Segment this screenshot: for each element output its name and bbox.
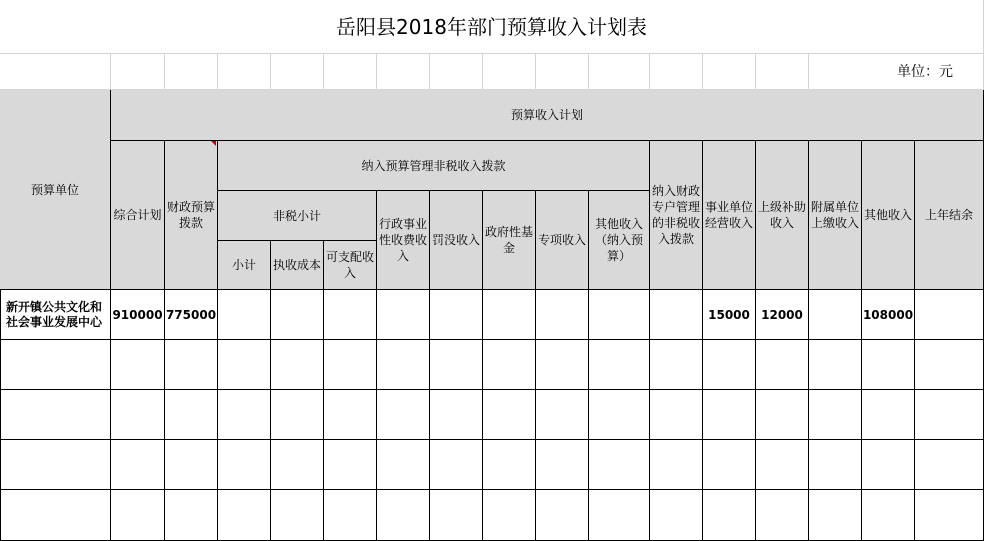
empty-cell[interactable] [165, 440, 218, 490]
header-collection-cost: 执收成本 [271, 241, 324, 290]
empty-cell[interactable] [271, 440, 324, 490]
header-budget-unit: 预算单位 [0, 90, 111, 290]
cell-total[interactable]: 910000 [111, 290, 165, 340]
header-gov-fund: 政府性基金 [483, 191, 536, 290]
empty-cell[interactable] [809, 490, 862, 541]
empty-cell[interactable] [377, 490, 430, 541]
empty-cell[interactable] [862, 440, 915, 490]
header-fines: 罚没收入 [430, 191, 483, 290]
empty-cell[interactable] [111, 390, 165, 440]
empty-cell[interactable] [536, 340, 589, 390]
empty-cell[interactable] [536, 390, 589, 440]
empty-cell[interactable] [218, 490, 271, 541]
header-fiscal-allocation: 财政预算拨款 [165, 141, 218, 290]
cell-other-nontax[interactable] [589, 290, 650, 340]
grid-cell[interactable] [650, 54, 703, 90]
cell-business[interactable]: 15000 [703, 290, 756, 340]
empty-cell[interactable] [483, 340, 536, 390]
empty-cell[interactable] [809, 440, 862, 490]
empty-cell[interactable] [703, 490, 756, 541]
empty-cell[interactable] [0, 390, 111, 440]
grid-cell[interactable] [271, 54, 324, 90]
header-special-account: 纳入财政专户管理的非税收入拨款 [650, 141, 703, 290]
empty-cell[interactable] [915, 440, 984, 490]
cell-collection-cost[interactable] [271, 290, 324, 340]
empty-cell[interactable] [915, 390, 984, 440]
cell-affiliated[interactable] [809, 290, 862, 340]
empty-cell[interactable] [703, 440, 756, 490]
empty-cell[interactable] [165, 490, 218, 541]
grid-cell[interactable] [324, 54, 377, 90]
empty-cell[interactable] [650, 340, 703, 390]
empty-cell[interactable] [756, 340, 809, 390]
empty-cell[interactable] [703, 390, 756, 440]
empty-cell[interactable] [862, 490, 915, 541]
empty-cell[interactable] [589, 490, 650, 541]
header-affiliated-remit: 附属单位上缴收入 [809, 141, 862, 290]
empty-cell[interactable] [218, 340, 271, 390]
empty-cell[interactable] [430, 440, 483, 490]
empty-cell[interactable] [324, 490, 377, 541]
header-total-plan: 综合计划 [111, 141, 165, 290]
cell-subtotal[interactable] [218, 290, 271, 340]
empty-cell[interactable] [756, 440, 809, 490]
grid-cell[interactable] [756, 54, 809, 90]
empty-cell[interactable] [756, 390, 809, 440]
empty-cell[interactable] [430, 340, 483, 390]
cell-special-account[interactable] [650, 290, 703, 340]
header-business-income: 事业单位经营收入 [703, 141, 756, 290]
empty-cell[interactable] [324, 440, 377, 490]
cell-other[interactable]: 108000 [862, 290, 915, 340]
empty-cell[interactable] [271, 490, 324, 541]
grid-cell[interactable] [111, 54, 165, 90]
cell-special[interactable] [536, 290, 589, 340]
empty-cell[interactable] [483, 490, 536, 541]
empty-cell[interactable] [324, 390, 377, 440]
empty-cell[interactable] [218, 440, 271, 490]
unit-label: 单位：元 [809, 54, 984, 90]
empty-cell[interactable] [324, 340, 377, 390]
empty-cell[interactable] [377, 440, 430, 490]
empty-cell[interactable] [756, 490, 809, 541]
empty-cell[interactable] [165, 390, 218, 440]
grid-cell[interactable] [536, 54, 589, 90]
empty-cell[interactable] [809, 390, 862, 440]
header-subtotal: 小计 [218, 241, 271, 290]
empty-cell[interactable] [111, 340, 165, 390]
empty-cell[interactable] [430, 390, 483, 440]
empty-cell[interactable] [111, 440, 165, 490]
grid-cell[interactable] [218, 54, 271, 90]
grid-cell[interactable] [483, 54, 536, 90]
header-other-income: 其他收入 [862, 141, 915, 290]
header-admin-fee: 行政事业性收费收入 [377, 191, 430, 290]
empty-cell[interactable] [430, 490, 483, 541]
empty-cell[interactable] [536, 440, 589, 490]
empty-cell[interactable] [377, 390, 430, 440]
header-nontax-subtotal: 非税小计 [218, 191, 377, 241]
empty-cell[interactable] [650, 490, 703, 541]
empty-cell[interactable] [0, 340, 111, 390]
grid-cell[interactable] [430, 54, 483, 90]
cell-superior[interactable]: 12000 [756, 290, 809, 340]
empty-cell[interactable] [915, 340, 984, 390]
header-carryover: 上年结余 [915, 141, 984, 290]
grid-cell[interactable] [703, 54, 756, 90]
header-special-income: 专项收入 [536, 191, 589, 290]
empty-cell[interactable] [483, 390, 536, 440]
row-unit-name[interactable]: 新开镇公共文化和社会事业发展中心 [0, 290, 111, 340]
empty-cell[interactable] [111, 490, 165, 541]
comment-indicator-icon[interactable] [211, 141, 216, 146]
grid-cell[interactable] [589, 54, 650, 90]
empty-cell[interactable] [809, 340, 862, 390]
empty-cell[interactable] [483, 440, 536, 490]
empty-cell[interactable] [862, 340, 915, 390]
empty-cell[interactable] [165, 340, 218, 390]
sheet-title: 岳阳县2018年部门预算收入计划表 [0, 0, 984, 54]
empty-cell[interactable] [862, 390, 915, 440]
empty-cell[interactable] [271, 390, 324, 440]
cell-fiscal[interactable]: 775000 [165, 290, 218, 340]
grid-cell[interactable] [0, 54, 111, 90]
empty-cell[interactable] [377, 340, 430, 390]
grid-cell[interactable] [377, 54, 430, 90]
header-disposable: 可支配收入 [324, 241, 377, 290]
empty-cell[interactable] [650, 440, 703, 490]
header-other-nontax: 其他收入（纳入预算） [589, 191, 650, 290]
cell-disposable[interactable] [324, 290, 377, 340]
empty-cell[interactable] [218, 390, 271, 440]
empty-cell[interactable] [589, 440, 650, 490]
empty-cell[interactable] [536, 490, 589, 541]
header-superior-subsidy: 上级补助收入 [756, 141, 809, 290]
grid-cell[interactable] [165, 54, 218, 90]
cell-carryover[interactable] [915, 290, 984, 340]
cell-admin-fee[interactable] [377, 290, 430, 340]
header-budget-plan: 预算收入计划 [111, 90, 984, 141]
cell-fines[interactable] [430, 290, 483, 340]
empty-cell[interactable] [589, 390, 650, 440]
empty-cell[interactable] [703, 340, 756, 390]
empty-cell[interactable] [915, 490, 984, 541]
empty-cell[interactable] [0, 490, 111, 541]
header-nontax-allocation: 纳入预算管理非税收入拨款 [218, 141, 650, 191]
empty-cell[interactable] [271, 340, 324, 390]
empty-cell[interactable] [0, 440, 111, 490]
empty-cell[interactable] [650, 390, 703, 440]
cell-gov-fund[interactable] [483, 290, 536, 340]
empty-cell[interactable] [589, 340, 650, 390]
